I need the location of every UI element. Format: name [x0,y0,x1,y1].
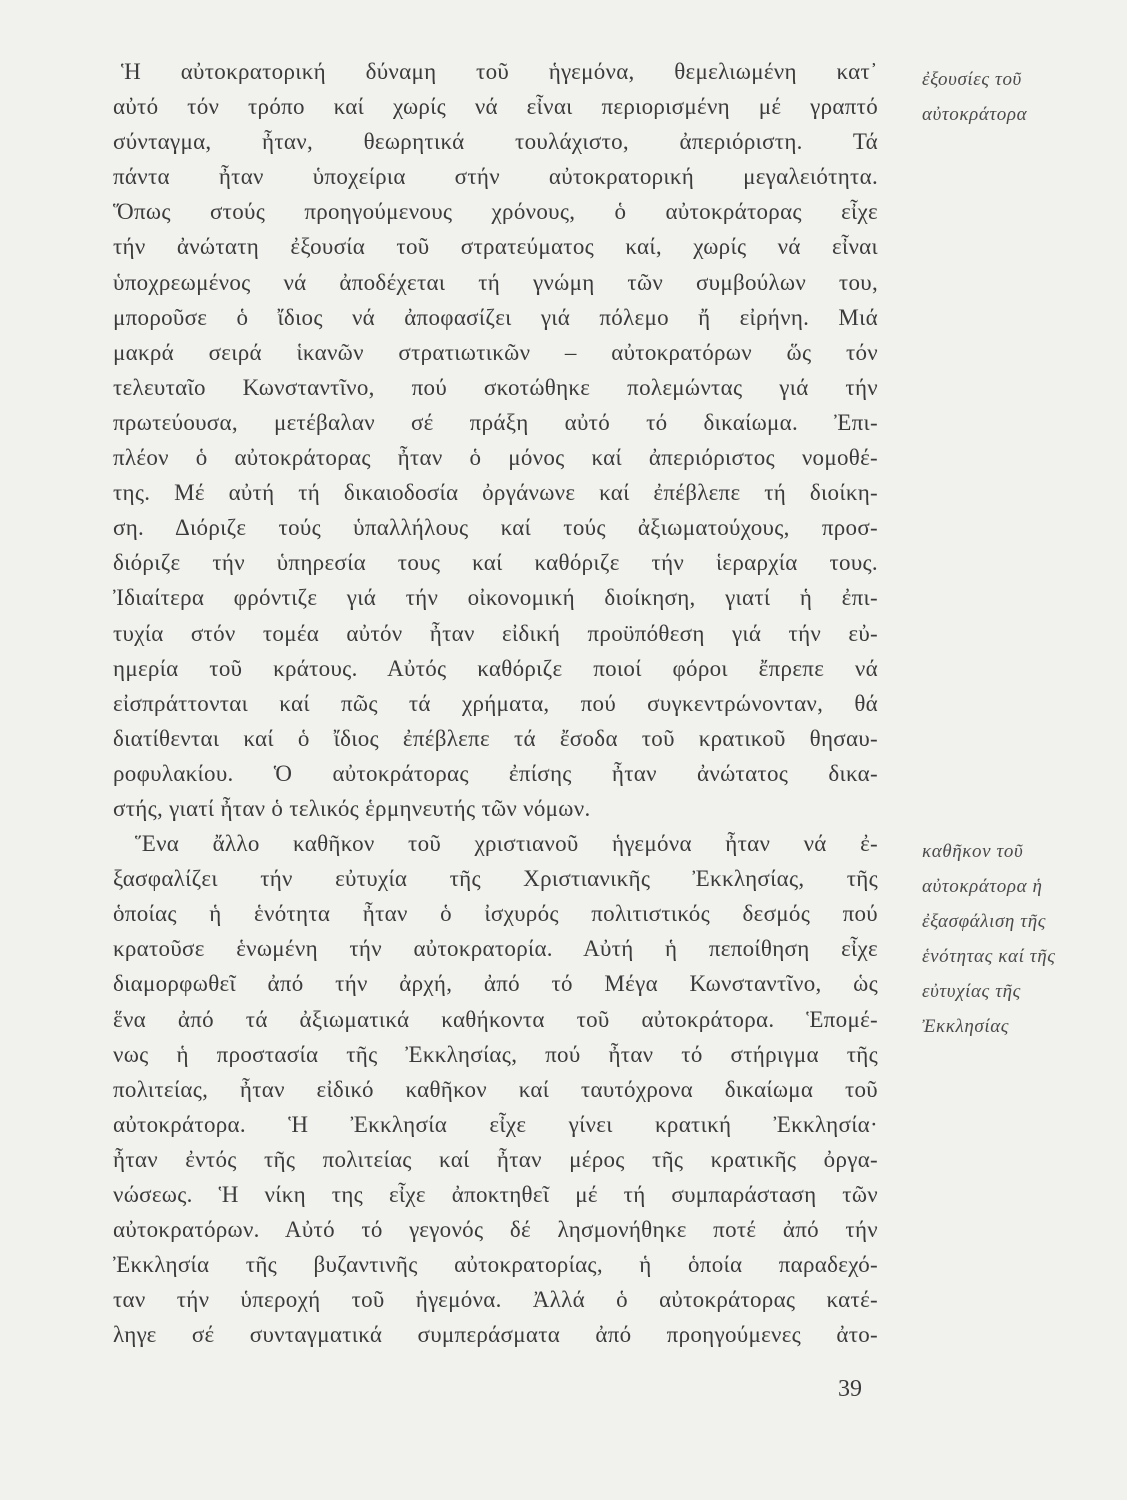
text-line: διαμορφωθεῖ ἀπό τήν ἀρχή, ἀπό τό Μέγα Κωνσταντῖνο, ὡς [113,971,878,997]
text-line: Ὅπως στούς προηγούμενους χρόνους, ὁ αὐτοκράτορας εἶχε [113,199,878,225]
text-line: Ἐκκλησία τῆς βυζαντινῆς αὐτοκρατορίας, ἡ ὁποία παραδεχό- [113,1252,878,1278]
text-line: ληγε σέ συνταγματικά συμπεράσματα ἀπό προηγούμενες ἀτο- [113,1322,878,1348]
text-line: ση. Διόριζε τούς ὑπαλλήλους καί τούς ἀξιωματούχους, προσ- [113,515,878,541]
margin-note-powers [922,62,1112,132]
text-line: της. Μέ αὐτή τή δικαιοδοσία ὀργάνωνε καί ἐπέβλεπε τή διοίκη- [113,480,878,506]
text-line: ταν τήν ὑπεροχή τοῦ ἡγεμόνα. Ἀλλά ὁ αὐτοκράτορας κατέ- [113,1287,878,1313]
text-line: Ἡ αὐτοκρατορική δύναμη τοῦ ἡγεμόνα, θεμελιωμένη κατ᾽ [121,59,878,84]
text-line: τελευταῖο Κωνσταντῖνο, πού σκοτώθηκε πολεμώντας γιά τήν [113,374,878,400]
margin-note-line: ἑνότητας καί τῆς [922,946,1056,967]
text-line: Ἰδιαίτερα φρόντιζε γιά τήν οἰκονομική διοίκηση, γιατί ἡ ἐπι- [113,585,878,611]
text-line: τυχία στόν τομέα αὐτόν ἦταν εἰδική προϋπόθεση γιά τήν εὐ- [113,620,878,646]
text-line: διατίθενται καί ὁ ἴδιος ἐπέβλεπε τά ἔσοδα τοῦ κρατικοῦ θησαυ- [113,725,878,751]
margin-note-duty [922,834,1112,1044]
margin-note-line: Ἐκκλησίας [922,1016,1010,1037]
margin-note-line: ἐξουσίες τοῦ [922,69,1022,90]
text-line: τήν ἀνώτατη ἐξουσία τοῦ στρατεύματος καί, χωρίς νά εἶναι [113,234,878,260]
text-line: νως ἡ προστασία τῆς Ἐκκλησίας, πού ἦταν τό στήριγμα τῆς [113,1041,878,1067]
paragraph-1 [113,54,878,826]
text-line: πάντα ἦταν ὑποχείρια στήν αὐτοκρατορική μεγαλειότητα. [113,164,878,190]
text-line: ημερία τοῦ κράτους. Αὐτός καθόριζε ποιοί φόροι ἔπρεπε νά [113,655,878,681]
text-line: διόριζε τήν ὑπηρεσία τους καί καθόριζε τήν ἱεραρχία τους. [113,550,878,576]
text-line: ὑποχρεωμένος νά ἀποδέχεται τή γνώμη τῶν συμβούλων του, [113,269,878,295]
text-line: μακρά σειρά ἱκανῶν στρατιωτικῶν – αὐτοκρατόρων ὥς τόν [113,339,878,365]
text-line: κρατοῦσε ἑνωμένη τήν αὐτοκρατορία. Αὐτή ἡ πεποίθηση εἶχε [113,936,878,962]
text-line: μποροῦσε ὁ ἴδιος νά ἀποφασίζει γιά πόλεμο ἤ εἰρήνη. Μιά [113,304,878,330]
body-text [113,54,878,1352]
margin-note-line: εὐτυχίας τῆς [922,981,1021,1002]
text-line: εἰσπράττονται καί πῶς τά χρήματα, πού συγκεντρώνονταν, θά [113,690,878,716]
paragraph-2 [113,826,878,1352]
text-line: πρωτεύουσα, μετέβαλαν σέ πράξη αὐτό τό δικαίωμα. Ἐπι- [113,409,878,435]
margin-note-line: αὐτοκράτορα [922,104,1028,125]
page-number: 39 [838,1376,862,1402]
text-line: Ἕνα ἄλλο καθῆκον τοῦ χριστιανοῦ ἡγεμόνα ἦταν νά ἐ- [135,831,878,857]
text-line: στής, γιατί ἦταν ὁ τελικός ἑρμηνευτής τῶν νόμων. [113,795,591,821]
text-line: σύνταγμα, ἦταν, θεωρητικά τουλάχιστο, ἀπεριόριστη. Τά [113,129,878,155]
margin-note-line: καθῆκον τοῦ [922,841,1024,862]
text-line: πολιτείας, ἦταν εἰδικό καθῆκον καί ταυτόχρονα δικαίωμα τοῦ [113,1076,878,1102]
margin-note-line: αὐτοκράτορα ἡ [922,876,1043,897]
text-line: ξασφαλίζει τήν εὐτυχία τῆς Χριστιανικῆς Ἐκκλησίας, τῆς [113,866,878,892]
text-line: πλέον ὁ αὐτοκράτορας ἦταν ὁ μόνος καί ἀπεριόριστος νομοθέ- [113,445,878,471]
text-line: ἦταν ἐντός τῆς πολιτείας καί ἦταν μέρος τῆς κρατικῆς ὀργα- [113,1146,878,1172]
text-line: αὐτοκρατόρων. Αὐτό τό γεγονός δέ λησμονήθηκε ποτέ ἀπό τήν [113,1217,878,1243]
text-line: αὐτοκράτορα. Ἡ Ἐκκλησία εἶχε γίνει κρατική Ἐκκλησία· [113,1111,878,1137]
text-line: ὁποίας ἡ ἑνότητα ἦταν ὁ ἰσχυρός πολιτιστικός δεσμός πού [113,901,878,927]
text-line: νώσεως. Ἡ νίκη της εἶχε ἀποκτηθεῖ μέ τή συμπαράσταση τῶν [113,1182,878,1207]
margin-note-line: ἐξασφάλιση τῆς [922,911,1047,932]
text-line: αὐτό τόν τρόπο καί χωρίς νά εἶναι περιορισμένη μέ γραπτό [113,94,878,120]
text-line: ροφυλακίου. Ὁ αὐτοκράτορας ἐπίσης ἦταν ἀνώτατος δικα- [113,760,878,786]
text-line: ἕνα ἀπό τά ἀξιωματικά καθήκοντα τοῦ αὐτοκράτορα. Ἑπομέ- [113,1006,878,1032]
